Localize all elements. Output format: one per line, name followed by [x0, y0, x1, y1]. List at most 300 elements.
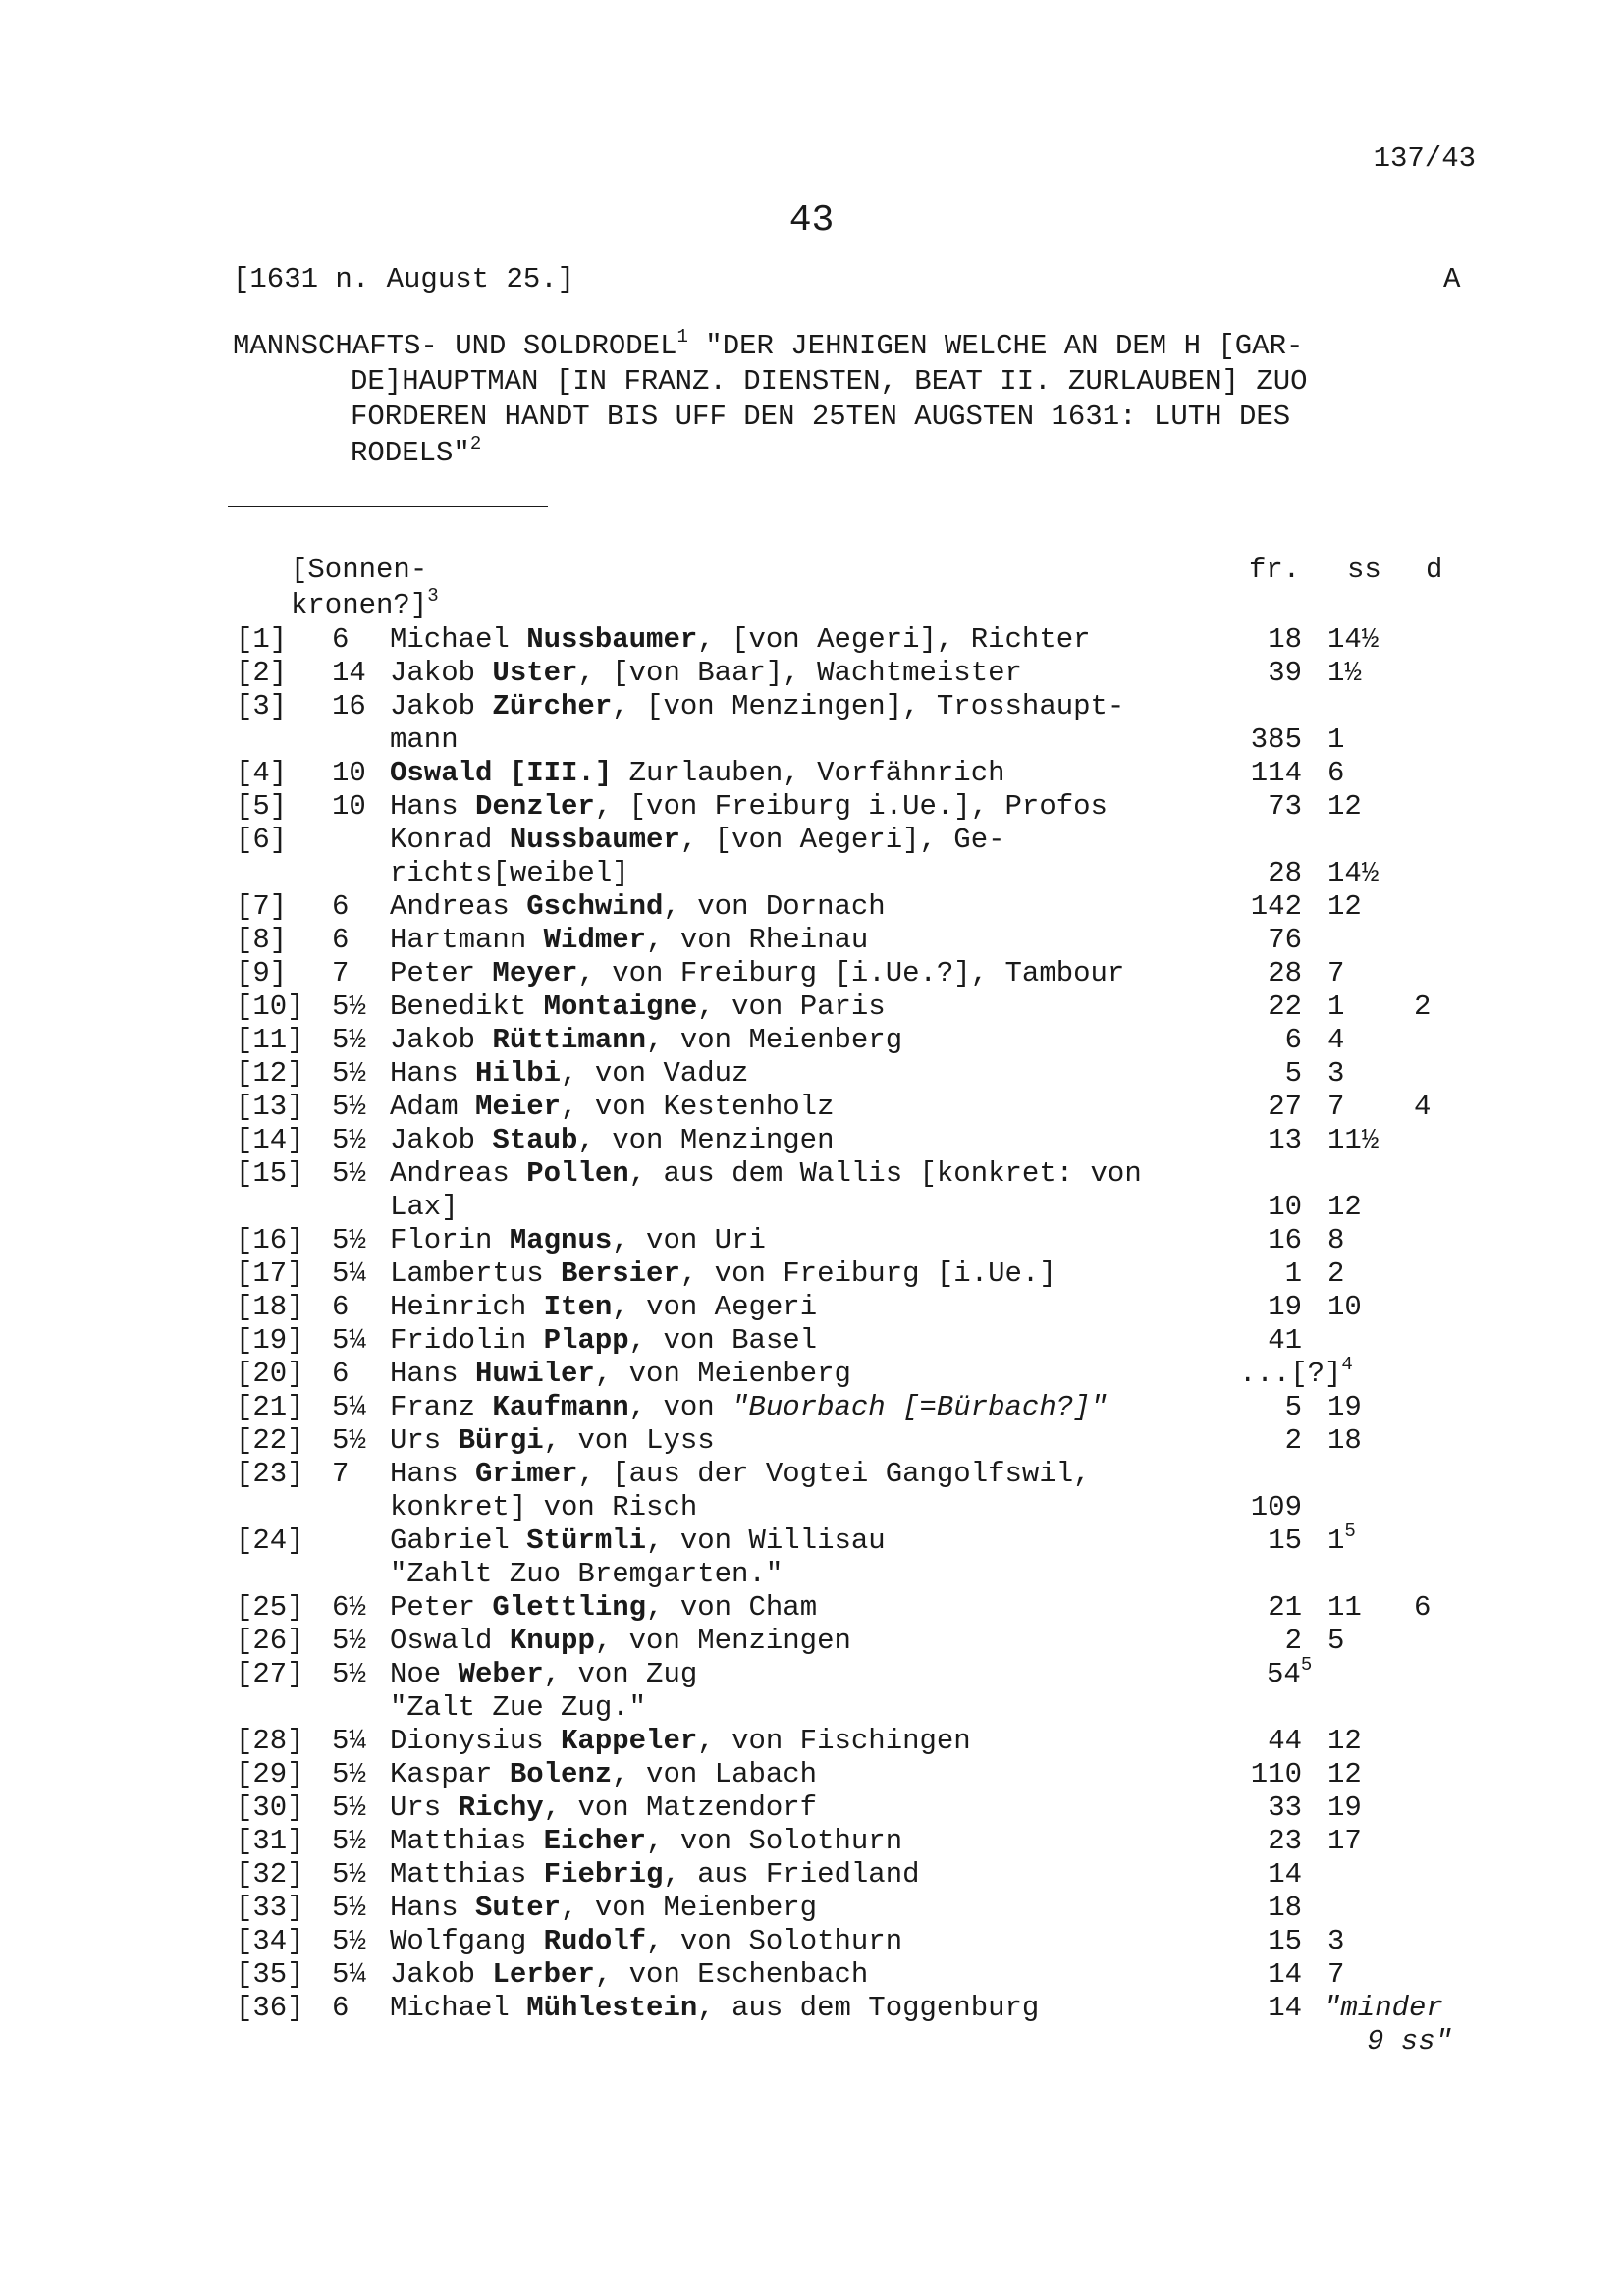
amount-ss-value: 12 [1327, 1725, 1362, 1757]
first-name: Urs [390, 1791, 459, 1824]
origin: , von Freiburg [i.Ue.] [679, 1257, 1056, 1290]
amount-fr [1223, 1293, 1302, 1321]
crowns-value: 5¼ [332, 1725, 366, 1757]
surname: Rüttimann [492, 1024, 647, 1056]
first-name: Hartmann [390, 924, 544, 956]
first-name: Konrad [390, 824, 510, 856]
row-number: [19] [236, 1324, 304, 1357]
amount-ss-value: 17 [1327, 1825, 1362, 1857]
amount-ss [1327, 1026, 1344, 1054]
row-number: [20] [236, 1358, 304, 1390]
row-number: [35] [236, 1958, 304, 1991]
amount-fr-value: 1 [1284, 1257, 1302, 1290]
row-number: [24] [236, 1524, 304, 1557]
surname: Nussbaumer [509, 824, 680, 856]
amount-ss-value: 12 [1327, 890, 1362, 923]
person-entry [390, 1760, 817, 1789]
row-number: [29] [236, 1758, 304, 1790]
first-name: Gabriel [390, 1524, 527, 1557]
first-name: Andreas [390, 1157, 527, 1190]
person-entry [390, 1827, 902, 1855]
amount-fr-value: 27 [1268, 1091, 1302, 1123]
amount-fr [1267, 1654, 1313, 1690]
row-number: [6] [236, 824, 288, 856]
row-number: [25] [236, 1591, 304, 1624]
amount-fr-value: 15 [1268, 1524, 1302, 1557]
column-header-d: d [1426, 554, 1443, 586]
amount-fr [1223, 1760, 1302, 1789]
person-entry [390, 1727, 971, 1755]
origin: , von Basel [628, 1324, 818, 1357]
amount-fr-value: 28 [1268, 957, 1302, 989]
amount-ss-note [1324, 1994, 1443, 2022]
surname: Kaufmann [492, 1391, 629, 1423]
amount-ss [1327, 1059, 1344, 1088]
crowns-value: 6 [332, 924, 350, 956]
amount-ss-value: 8 [1327, 1224, 1345, 1256]
amount-ss-value: 19 [1327, 1391, 1362, 1423]
quoted-origin: "Buorbach [=Bürbach?]" [731, 1391, 1108, 1423]
column-header-fr: fr. [1249, 554, 1301, 586]
amount-ss-value: 7 [1327, 957, 1345, 989]
first-name: Andreas [390, 890, 527, 923]
first-name: Dionysius [390, 1725, 562, 1757]
amount-ss [1327, 1126, 1379, 1154]
person-entry [390, 959, 1124, 988]
amount-ss-value: 11½ [1327, 1124, 1380, 1156]
amount-fr-value: 44 [1268, 1725, 1302, 1757]
surname: Richy [458, 1791, 544, 1824]
amount-ss-value: 1½ [1327, 657, 1362, 689]
amount-fr [1223, 1727, 1302, 1755]
surname: Iten [543, 1291, 613, 1323]
row-number: [36] [236, 1992, 304, 2024]
amount-fr [1223, 1193, 1302, 1221]
origin: , aus dem Toggenburg [697, 1992, 1040, 2024]
amount-fr [1223, 1059, 1302, 1088]
amount-ss [1327, 1827, 1362, 1855]
crowns-value: 6 [332, 1291, 350, 1323]
amount-ss-value: 4 [1327, 1024, 1345, 1056]
origin: , von Meienberg [561, 1892, 818, 1924]
footnote-marker: 5 [1300, 1654, 1313, 1676]
amount-fr [1223, 1860, 1302, 1889]
entry-continuation: konkret] von Risch [390, 1491, 698, 1523]
entry-continuation: mann [390, 723, 459, 756]
row-number: [33] [236, 1892, 304, 1924]
crowns-value: 10 [332, 757, 366, 789]
amount-ss [1327, 1193, 1362, 1221]
crowns-value: 5½ [332, 1925, 366, 1957]
amount-ss [1327, 892, 1362, 921]
origin: , [von Aegeri], Ge- [679, 824, 1005, 856]
amount-fr-value: 5 [1284, 1391, 1302, 1423]
first-name: Oswald [390, 1625, 510, 1657]
amount-ss-value: 3 [1327, 1057, 1345, 1090]
first-name: Michael [390, 1992, 527, 2024]
first-name: Hans [390, 1057, 476, 1090]
amount-fr [1223, 859, 1302, 887]
amount-fr [1223, 792, 1302, 821]
row-number: [30] [236, 1791, 304, 1824]
amount-fr [1223, 659, 1302, 687]
person-entry [390, 1894, 817, 1922]
footnote-marker: 1 [676, 326, 688, 347]
surname: Gschwind [526, 890, 664, 923]
row-number: [5] [236, 790, 288, 823]
crowns-value: 14 [332, 657, 366, 689]
surname: Mühlestein [526, 1992, 698, 2024]
crowns-value: 7 [332, 957, 350, 989]
title-line-1: MANNSCHAFTS- UND SOLDRODEL$^1$ "DER JEHNIGEN WELCHE AN DEM H [GAR- [233, 326, 1304, 362]
amount-fr [1223, 1326, 1302, 1355]
person-entry [390, 1927, 902, 1955]
surname: Glettling [492, 1591, 647, 1624]
amount-ss [1327, 1793, 1362, 1822]
entry-note: "Zalt Zue Zug." [390, 1691, 647, 1724]
person-entry [390, 892, 886, 921]
divider [228, 506, 548, 507]
amount-fr-value: 41 [1268, 1324, 1302, 1357]
person-entry [390, 1226, 766, 1255]
origin: , aus dem Wallis [konkret: von [628, 1157, 1142, 1190]
row-number: [11] [236, 1024, 304, 1056]
person-entry [390, 692, 1124, 721]
amount-fr [1223, 1793, 1302, 1822]
crowns-value: 5½ [332, 1024, 366, 1056]
first-name: Jakob [390, 657, 493, 689]
crowns-value: 5½ [332, 1658, 366, 1690]
person-entry [390, 926, 868, 954]
amount-ss [1327, 959, 1344, 988]
amount-ss [1327, 1293, 1362, 1321]
crowns-value: 5¼ [332, 1324, 366, 1357]
amount-ss [1327, 659, 1362, 687]
amount-ss-value: 12 [1327, 790, 1362, 823]
amount-ss [1327, 1727, 1362, 1755]
amount-ss-value: 14½ [1327, 623, 1380, 656]
amount-ss-value: 7 [1327, 1091, 1345, 1123]
person-entry [390, 1526, 886, 1555]
footnote-marker: 4 [1341, 1354, 1353, 1375]
amount-ss-value: 10 [1327, 1291, 1362, 1323]
row-number: [14] [236, 1124, 304, 1156]
first-name: Benedikt [390, 990, 544, 1023]
first-name: Jakob [390, 1958, 493, 1991]
origin: , von Paris [697, 990, 886, 1023]
surname: Stürmli [526, 1524, 647, 1557]
person-entry [390, 1393, 1108, 1421]
amount-fr-value: 19 [1268, 1291, 1302, 1323]
amount-fr-value: 2 [1284, 1625, 1302, 1657]
crowns-value: 5½ [332, 1224, 366, 1256]
amount-fr [1223, 1593, 1302, 1622]
surname: Oswald [III.] [390, 757, 613, 789]
origin: , [von Menzingen], Trosshaupt- [612, 690, 1125, 722]
amount-fr [1223, 1259, 1302, 1288]
crowns-value: 5½ [332, 1124, 366, 1156]
amount-fr-value: 33 [1268, 1791, 1302, 1824]
amount-fr [1223, 959, 1302, 988]
first-name: Matthias [390, 1825, 544, 1857]
first-name: Lambertus [390, 1257, 562, 1290]
origin: , von Meienberg [594, 1358, 851, 1390]
crowns-value: 10 [332, 790, 366, 823]
origin: , von Solothurn [646, 1925, 903, 1957]
amount-fr-value: 76 [1268, 924, 1302, 956]
origin: , von Uri [612, 1224, 766, 1256]
column-header-crowns: [Sonnen- [291, 554, 428, 586]
amount-ss-value: 6 [1327, 757, 1345, 789]
amount-ss [1327, 1093, 1344, 1121]
surname: Meier [475, 1091, 562, 1123]
first-name: Adam [390, 1091, 476, 1123]
amount-fr-value: 14 [1268, 1992, 1302, 2024]
amount-ss [1327, 859, 1379, 887]
crowns-value: 6½ [332, 1591, 366, 1624]
crowns-value: 5¼ [332, 1257, 366, 1290]
surname: Pollen [526, 1157, 629, 1190]
crowns-value: 5½ [332, 1157, 366, 1190]
row-number: [34] [236, 1925, 304, 1957]
crowns-value: 5½ [332, 1057, 366, 1090]
surname: Montaigne [543, 990, 698, 1023]
first-name: Peter [390, 957, 493, 989]
amount-fr-value: 385 [1250, 723, 1302, 756]
amount-ss [1327, 725, 1344, 754]
person-entry [390, 1960, 868, 1989]
amount-fr [1223, 1960, 1302, 1989]
amount-fr-value: 114 [1250, 757, 1302, 789]
origin: , von Menzingen [577, 1124, 835, 1156]
person-entry [390, 1627, 851, 1655]
surname: Grimer [475, 1458, 578, 1490]
first-name: Noe [390, 1658, 459, 1690]
origin: , von Willisau [646, 1524, 886, 1557]
crowns-value: 5½ [332, 1858, 366, 1891]
entry-continuation: richts[weibel] [390, 857, 629, 889]
footnote-marker: 5 [1344, 1521, 1356, 1542]
amount-fr-value: 54 [1267, 1658, 1301, 1690]
first-name: Hans [390, 790, 476, 823]
row-number: [23] [236, 1458, 304, 1490]
row-number: [7] [236, 890, 288, 923]
person-entry [390, 1994, 1039, 2022]
surname: Bürgi [458, 1424, 544, 1457]
person-entry [390, 1360, 851, 1388]
origin: , von Eschenbach [594, 1958, 869, 1991]
origin: , von Lyss [543, 1424, 715, 1457]
amount-fr-value: 21 [1268, 1591, 1302, 1624]
column-header-ss: ss [1347, 554, 1381, 586]
amount-fr-value: 15 [1268, 1925, 1302, 1957]
origin: , von Matzendorf [543, 1791, 818, 1824]
first-name: Franz [390, 1391, 493, 1423]
amount-fr-value: 73 [1268, 790, 1302, 823]
amount-fr-value: 16 [1268, 1224, 1302, 1256]
person-entry [390, 625, 1091, 654]
surname: Lerber [492, 1958, 595, 1991]
person-entry [390, 1059, 748, 1088]
surname: Weber [458, 1658, 544, 1690]
document-letter: A [1443, 263, 1461, 295]
column-header-crowns-cont: kronen?]$^3$ [291, 585, 439, 621]
amount-ss-value: 2 [1327, 1257, 1345, 1290]
page-reference: 137/43 [1373, 142, 1476, 175]
person-entry [390, 792, 1108, 821]
person-entry [390, 826, 1005, 854]
amount-fr-value: 109 [1250, 1491, 1302, 1523]
row-number: [8] [236, 924, 288, 956]
amount-fr [1223, 725, 1302, 754]
document-number: 43 [788, 199, 835, 241]
amount-fr [1223, 759, 1302, 787]
amount-fr [1223, 1994, 1302, 2022]
amount-fr-value: 14 [1268, 1958, 1302, 1991]
surname: Knupp [509, 1625, 595, 1657]
amount-ss-value: 7 [1327, 1958, 1345, 1991]
first-name: Wolfgang [390, 1925, 544, 1957]
first-name: Jakob [390, 1124, 493, 1156]
surname: Staub [492, 1124, 578, 1156]
amount-fr-value: 13 [1268, 1124, 1302, 1156]
amount-fr [1223, 1526, 1302, 1555]
amount-d: 2 [1414, 990, 1432, 1023]
origin: , von Vaduz [561, 1057, 749, 1090]
amount-ss [1327, 1960, 1344, 1989]
row-number: [27] [236, 1658, 304, 1690]
row-number: [2] [236, 657, 288, 689]
surname: Denzler [475, 790, 595, 823]
row-number: [12] [236, 1057, 304, 1090]
surname: Fiebrig [543, 1858, 664, 1891]
person-entry [390, 1326, 817, 1355]
person-entry [390, 1660, 697, 1688]
first-name: Fridolin [390, 1324, 544, 1357]
amount-ss [1327, 1593, 1362, 1622]
amount-ss-value: 1 [1327, 723, 1345, 756]
origin: , von Freiburg [i.Ue.?], Tambour [577, 957, 1125, 989]
origin: , von Kestenholz [561, 1091, 835, 1123]
first-name: Hans [390, 1458, 476, 1490]
amount-ss-value: 12 [1327, 1191, 1362, 1223]
amount-fr [1223, 1927, 1302, 1955]
amount-ss [1327, 1259, 1344, 1288]
amount-fr [1223, 1627, 1302, 1655]
amount-ss-value: 12 [1327, 1758, 1362, 1790]
row-number: [10] [236, 990, 304, 1023]
amount-ss [1327, 759, 1344, 787]
crowns-value: 5½ [332, 1091, 366, 1123]
amount-ss-value: 14½ [1327, 857, 1380, 889]
amount-fr-value: 110 [1250, 1758, 1302, 1790]
crowns-value: 5¼ [332, 1391, 366, 1423]
amount-fr [1223, 1426, 1302, 1455]
surname: Meyer [492, 957, 578, 989]
amount-fr-value: 39 [1268, 657, 1302, 689]
crowns-value: 6 [332, 623, 350, 656]
first-name: Peter [390, 1591, 493, 1624]
crowns-value: 5½ [332, 1758, 366, 1790]
amount-ss [1327, 625, 1379, 654]
document-date: [1631 n. August 25.] [233, 263, 575, 295]
first-name: Jakob [390, 690, 493, 722]
surname: Nussbaumer [526, 623, 698, 656]
amount-fr [1223, 1894, 1302, 1922]
crowns-value: 5½ [332, 1424, 366, 1457]
person-entry [390, 1593, 817, 1622]
surname: Hilbi [475, 1057, 562, 1090]
origin: , von Dornach [663, 890, 886, 923]
origin: , von Solothurn [646, 1825, 903, 1857]
amount-ss [1327, 792, 1362, 821]
amount-fr [1223, 892, 1302, 921]
person-entry [390, 759, 1005, 787]
surname: Bolenz [509, 1758, 613, 1790]
origin: , [von Aegeri], Richter [697, 623, 1091, 656]
amount-fr-value: 10 [1268, 1191, 1302, 1223]
title-line-3: FORDEREN HANDT BIS UFF DEN 25TEN AUGSTEN 1631: LUTH DES [351, 400, 1291, 433]
amount-d: 6 [1414, 1591, 1432, 1624]
surname: Rudolf [543, 1925, 647, 1957]
amount-ss [1327, 1521, 1356, 1557]
surname: Uster [492, 657, 578, 689]
amount-fr-value: 18 [1268, 1892, 1302, 1924]
surname: Huwiler [475, 1358, 595, 1390]
row-number: [9] [236, 957, 288, 989]
row-number: [31] [236, 1825, 304, 1857]
amount-fr-value: 14 [1268, 1858, 1302, 1891]
surname: Eicher [543, 1825, 647, 1857]
origin: , von Zug [543, 1658, 698, 1690]
entry-note: "Zahlt Zuo Bremgarten." [390, 1558, 784, 1590]
title-line-2: DE]HAUPTMAN [IN FRANZ. DIENSTEN, BEAT II. ZURLAUBEN] ZUO [351, 365, 1308, 398]
first-name: Michael [390, 623, 527, 656]
amount-ss-note [1367, 2027, 1452, 2056]
amount-ss-value: 5 [1327, 1625, 1345, 1657]
first-name: Florin [390, 1224, 510, 1256]
first-name: Heinrich [390, 1291, 544, 1323]
row-number: [17] [236, 1257, 304, 1290]
amount-fr-value: 22 [1268, 990, 1302, 1023]
person-entry [390, 1460, 1091, 1488]
amount-ss-value: 11 [1327, 1591, 1362, 1624]
amount-d: 4 [1414, 1091, 1432, 1123]
amount-fr [1239, 1354, 1353, 1390]
crowns-value: 6 [332, 890, 350, 923]
crowns-value: 5½ [332, 1825, 366, 1857]
row-number: [16] [236, 1224, 304, 1256]
first-name: Jakob [390, 1024, 493, 1056]
amount-fr [1223, 992, 1302, 1021]
person-entry [390, 1793, 817, 1822]
crowns-value: 6 [332, 1358, 350, 1390]
row-number: [1] [236, 623, 288, 656]
person-entry [390, 1426, 715, 1455]
amount-ss-value: 1 [1327, 990, 1345, 1023]
footnote-marker: 2 [469, 433, 482, 454]
row-number: [26] [236, 1625, 304, 1657]
crowns-value: 5½ [332, 1625, 366, 1657]
surname: Kappeler [561, 1725, 698, 1757]
first-name: Matthias [390, 1858, 544, 1891]
row-number: [18] [236, 1291, 304, 1323]
origin: , von [628, 1391, 732, 1423]
ss-note-line: "minder [1324, 1992, 1443, 2024]
amount-ss [1327, 1226, 1344, 1255]
row-number: [28] [236, 1725, 304, 1757]
first-name: Hans [390, 1892, 476, 1924]
